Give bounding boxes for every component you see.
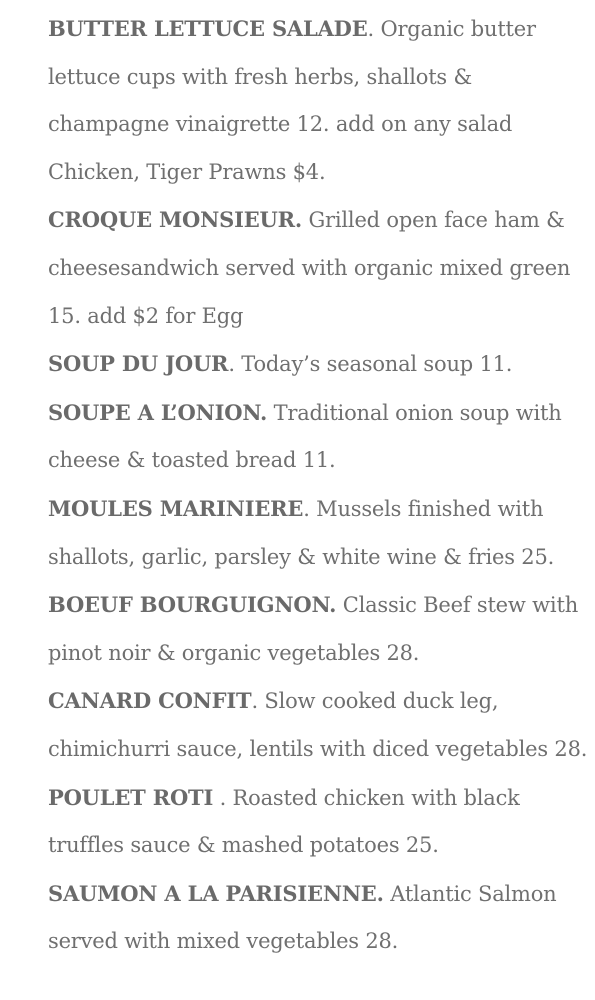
menu-item-soupe-a-l-onion bbox=[48, 389, 588, 485]
menu-item-name: MOULES MARINIERE bbox=[48, 495, 304, 521]
menu-item-soup-du-jour bbox=[48, 340, 588, 389]
menu-item-name: BOEUF BOURGUIGNON. bbox=[48, 592, 337, 618]
menu-item-description: Traditional onion soup with cheese & toasted bread 11. bbox=[48, 400, 562, 473]
menu-item-name: BUTTER LETTUCE SALADE bbox=[48, 16, 368, 41]
menu-item-canard-confit bbox=[48, 677, 588, 773]
menu-item-description: Today’s seasonal soup 11. bbox=[241, 352, 513, 377]
menu-item-name: CANARD CONFIT bbox=[48, 688, 252, 714]
menu-item-name: POULET ROTI bbox=[48, 784, 214, 810]
menu-item-description: Organic butter lettuce cups with fresh herbs, shallots & champagne vinaigrette 12. add on any salad Chicken, Tiger Prawns $4. bbox=[48, 17, 536, 184]
menu-item-boeuf-bourguignon bbox=[48, 581, 588, 677]
menu-item-description: Classic Beef stew with pinot noir & organic vegetables 28. bbox=[48, 593, 579, 665]
menu-item-butter-lettuce-salade bbox=[48, 5, 588, 196]
menu-item-separator: . bbox=[228, 352, 242, 377]
menu-item-separator: . bbox=[251, 689, 265, 714]
menu-list bbox=[48, 5, 588, 966]
menu-item-separator: . bbox=[213, 785, 233, 810]
menu-item-separator: . bbox=[303, 496, 317, 521]
menu-item-description: Atlantic Salmon served with mixed vegetables 28. bbox=[48, 881, 557, 954]
menu-item-name: SOUP DU JOUR bbox=[48, 351, 229, 377]
menu-item-croque-monsieur bbox=[48, 196, 588, 340]
menu-item-poulet-roti bbox=[48, 774, 588, 870]
menu-item-name: SOUPE A L’ONION. bbox=[48, 399, 268, 425]
menu-item-description: Slow cooked duck leg, chimichurri sauce, lentils with diced vegetables 28. bbox=[48, 689, 588, 761]
menu-item-description: Mussels finished with shallots, garlic, parsley & white wine & fries 25. bbox=[48, 496, 555, 569]
menu-item-description: Roasted chicken with black truffles sauce & mashed potatoes 25. bbox=[48, 785, 520, 858]
menu-item-separator: . bbox=[367, 17, 381, 41]
menu-item-saumon-a-la-parisienne bbox=[48, 870, 588, 966]
menu-item-description: Grilled open face ham & cheesesandwich served with organic mixed green 15. add $2 for Egg bbox=[48, 208, 571, 328]
menu-item-moules-mariniere bbox=[48, 485, 588, 581]
menu-item-name: CROQUE MONSIEUR. bbox=[48, 207, 302, 233]
menu-item-name: SAUMON A LA PARISIENNE. bbox=[48, 880, 384, 906]
